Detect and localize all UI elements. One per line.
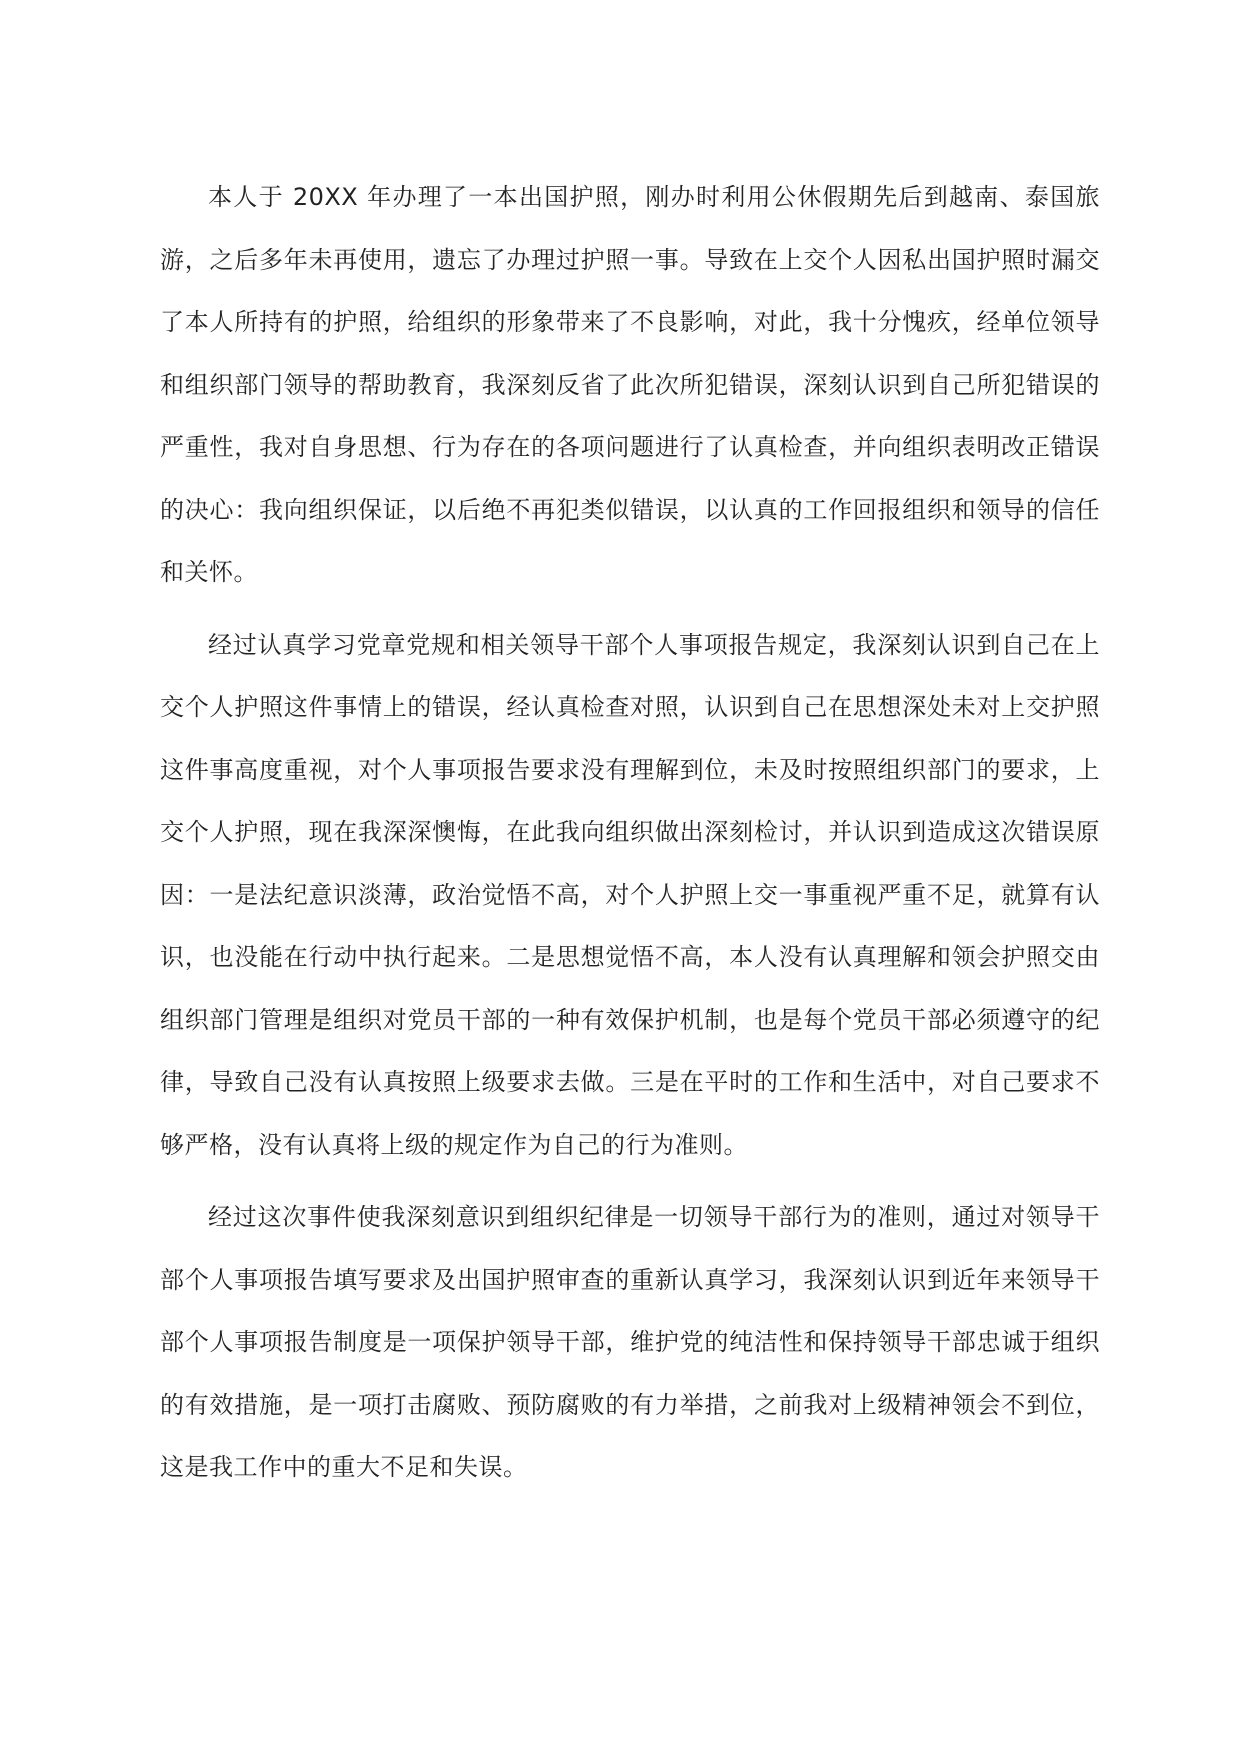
paragraph-1: 本人于 20XX 年办理了一本出国护照，刚办时利用公休假期先后到越南、泰国旅游，之后多年未再使用，遗忘了办理过护照一事。导致在上交个人因私出国护照时漏交了本人所持有的护照，给组织的形象带来了不良影响，对此，我十分愧疚，经单位领导和组织部门领导的帮助教育，我深刻反省了此次所犯错误，深刻认识到自己所犯错误的严重性，我对自身思想、行为存在的各项问题进行了认真检查，并向组织表明改正错误的决心：我向组织保证，以后绝不再犯类似错误，以认真的工作回报组织和领导的信任和关怀。: [160, 183, 1100, 586]
paragraph-3: 经过这次事件使我深刻意识到组织纪律是一切领导干部行为的准则，通过对领导干部个人事项报告填写要求及出国护照审查的重新认真学习，我深刻认识到近年来领导干部个人事项报告制度是一项保护领导干部，维护党的纯洁性和保持领导干部忠诚于组织的有效措施，是一项打击腐败、预防腐败的有力举措，之前我对上级精神领会不到位，这是我工作中的重大不足和失误。: [160, 1203, 1100, 1481]
document-body: [160, 166, 1100, 1509]
paragraph-2: 经过认真学习党章党规和相关领导干部个人事项报告规定，我深刻认识到自己在上交个人护照这件事情上的错误，经认真检查对照，认识到自己在思想深处未对上交护照这件事高度重视，对个人事项报告要求没有理解到位，未及时按照组织部门的要求，上交个人护照，现在我深深懊悔，在此我向组织做出深刻检讨，并认识到造成这次错误原因：一是法纪意识淡薄，政治觉悟不高，对个人护照上交一事重视严重不足，就算有认识，也没能在行动中执行起来。二是思想觉悟不高，本人没有认真理解和领会护照交由组织部门管理是组织对党员干部的一种有效保护机制，也是每个党员干部必须遵守的纪律，导致自己没有认真按照上级要求去做。三是在平时的工作和生活中，对自己要求不够严格，没有认真将上级的规定作为自己的行为准则。: [160, 630, 1100, 1159]
